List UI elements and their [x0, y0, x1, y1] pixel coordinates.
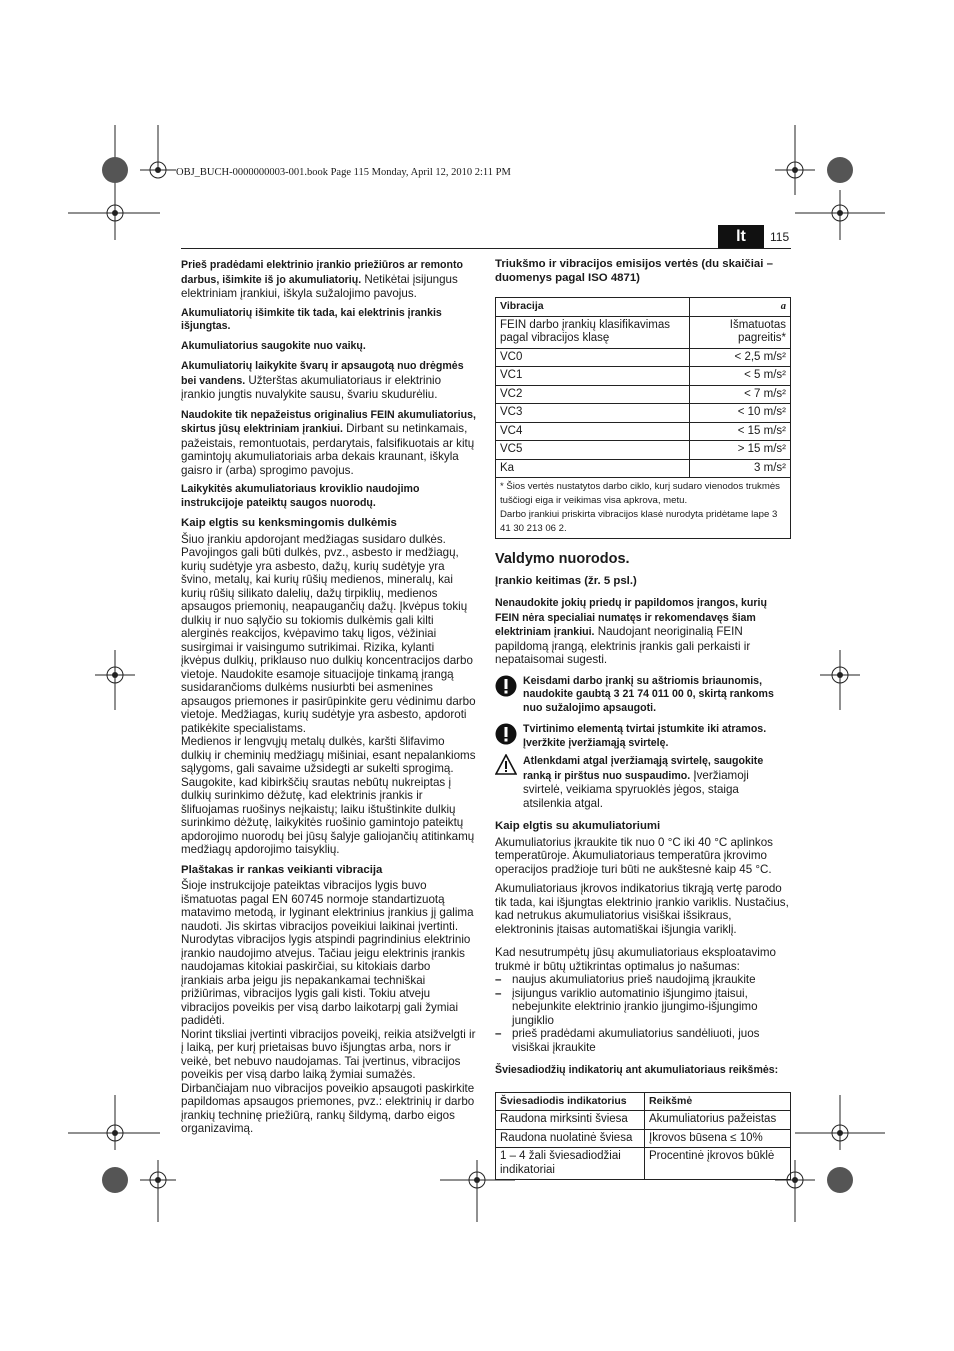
paragraph: Akumuliatorius saugokite nuo vaikų. [181, 339, 366, 352]
warning-block: Atlenkdami atgal įveržiamąją svirtelę, saugokite ranką ir pirštus nuo suspaudimo. Įveržiamoji svirtelė, veikiama spyruoklės jėgos, staiga atsilenkia atgal. [495, 754, 790, 810]
table-cell: VC3 [496, 404, 690, 423]
paragraph: Kad nesutrumpėtų jūsų akumuliatoriaus eksploatavimo trukmė ir būtų užtikrintas optimalus jo našumas: [495, 946, 776, 973]
vibration-table [495, 297, 791, 539]
table-row [496, 367, 791, 386]
section-heading: Kaip elgtis su akumuliatoriumi [495, 820, 661, 832]
table-cell: 3 m/s² [690, 459, 791, 478]
paragraph: Akumuliatorių išimkite tik tada, kai elektrinis įrankis išjungtas. [181, 306, 442, 332]
table-cell: Išmatuotas pagreitis* [690, 316, 791, 348]
warning-block: Tvirtinimo elementą tvirtai įstumkite iki atramos. Įveržkite įveržiamąją svirtelę. [495, 723, 790, 750]
table-cell: VC4 [496, 422, 690, 441]
right-column [495, 258, 790, 1180]
table-cell: < 7 m/s² [690, 385, 791, 404]
mandatory-icon [495, 723, 517, 745]
table-row [496, 1092, 791, 1111]
table-cell: Raudona nuolatinė šviesa [496, 1129, 645, 1148]
table-row [496, 1129, 791, 1148]
table-row [496, 348, 791, 367]
paragraph: Prieš pradėdami elektrinio įrankio priežiūros ar remonto darbus, išimkite iš jo akumuliatorių. Netikėtai įsijungus elektriniam įrankiui, iškyla sužalojimo pavojus. [181, 259, 463, 300]
paragraph: Šiuo įrankiu apdorojant medžiagas susidaro dulkės. Pavojingos gali būti dulkės, pvz., asbesto ir medžiagų, kurių sudėtyje yra asbesto, dažų, kurių sudėtyje yra švino, metalų, kai kurių rūšių medienos, mineralų, kai kurių rūšių silikato dalelių, dažų tirpiklių, medienos apsaugos priemonių, neapaugančių dažų. Įkvėpus tokių dulkių ir nuo sąlyčio su tokiomis dulkėmis gali kilti alerginės reakcijos, kvėpavimo takų ligos, vėžiniai susirgimai ir vaisingumo sutrikimai. Rizika, kylanti įkvėpus dulkių, priklauso nuo dulkių koncentracijos darbo vietoje. Naudokite esamoje situacijoje tinkamą įrangą susidarančioms dulkėms nusiurbti bei asmenines apsaugos priemones ir pasirūpinkite geru vėdinimu darbo vietoje. Medžiagas, kurių sudėtyje yra asbesto, apdoroti patikėkite specialistams. [181, 532, 476, 735]
table-cell: Ka [496, 459, 690, 478]
table-note: * Šios vertės nustatytos darbo ciklo, kurį sudaro vienodos trukmės tuščiogi eiga ir veikimas visa apkrova, metu. Darbo įrankiui priskirta vibracijos klasė nurodyta pridėtame lape 3 41 30 213 06 2. [496, 478, 791, 539]
warning-triangle-icon [495, 754, 517, 776]
table-cell: VC2 [496, 385, 690, 404]
table-row [496, 422, 791, 441]
table-row [496, 404, 791, 423]
paragraph: Akumuliatoriaus įkrovos indikatorius tikrąją vertę parodo tik tada, kai išjungtas elektrinio įrankio variklis. Nustačius, kad netrukus akumuliatorius visiškai išsikraus, elektroninis įtaisas automatiškai išjungia variklį. [495, 882, 789, 936]
table-row [496, 441, 791, 460]
table-row [496, 316, 791, 348]
section-heading: Įrankio keitimas (žr. 5 psl.) [495, 574, 637, 587]
table-cell: < 10 m/s² [690, 404, 791, 423]
warning-block: Keisdami darbo įrankį su aštriomis briaunomis, naudokite gaubtą 3 21 74 011 00 0, skirtą rankoms nuo sužalojimo apsaugoti. [495, 675, 790, 716]
table-cell: FEIN darbo įrankių klasifikavimas pagal vibracijos klasę [496, 316, 690, 348]
table-cell: 1 – 4 žali šviesadiodžiai indikatoriai [496, 1148, 645, 1180]
paragraph: Norint tiksliai įvertinti vibracijos poveikį, reikia atsižvelgti ir į laiką, per kurį prietaisas buvo išjungtas arba, nors ir veikė, bet nebuvo naudojamas. Tai įvertinus, vibracijos poveikis per visą darbo laiką žymiai sumažės. [181, 1027, 476, 1081]
table-row [496, 298, 791, 317]
paragraph: Akumuliatorius įkraukite tik nuo 0 °C iki 40 °C aplinkos temperatūroje. Akumuliatoriaus temperatūra įkrovimo operacijos pradžioje turi būti ne aukštesnė kaip 45 °C. [495, 835, 773, 876]
section-heading: Triukšmo ir vibracijos emisijos vertės (du skaičiai – duomenys pagal ISO 4871) [495, 258, 773, 284]
table-row [496, 1148, 791, 1180]
table-cell: Įkrovos būsena ≤ 10% [645, 1129, 791, 1148]
paragraph: Naudokite tik nepažeistus originalius FEIN akumuliatorius, skirtus jūsų elektriniam įrankiui. Dirbant su netinkamais, pažeistais, remontuotais, perdarytais, falsifikuotais ar kitų gamintojų akumuliatoriais arba dekais kraunant, iškyla gaisro ir (arba) sprogimo pavojus. [181, 408, 476, 477]
paragraph: Dirbančiajam nuo vibracijos poveikio apsaugoti paskirkite papildomas apsaugos priemones, pvz.: elektrinių ir darbo įrankių techninę priežiūrą, rankų šildymą, darbo eigos organizavimą. [181, 1081, 475, 1135]
paragraph: Šviesadiodžių indikatorių ant akumuliatoriaus reikšmės: [495, 1064, 779, 1076]
table-cell: VC0 [496, 348, 690, 367]
table-row [496, 385, 791, 404]
list-item: – naujus akumuliatorius prieš naudojimą įkraukite [495, 973, 790, 987]
table-row [496, 1111, 791, 1130]
table-cell: < 2,5 m/s² [690, 348, 791, 367]
section-heading: Plaštakas ir rankas veikianti vibracija [181, 863, 383, 876]
paragraph: Šioje instrukcijoje pateiktas vibracijos lygis buvo išmatuotas pagal EN 60745 normoje standartizuotą matavimo metodą, ir lyginant elektrinius įrankius jį galima naudoti. Jis skirtas vibracijos poveikiui laikinai įvertinti. Nurodytas vibracijos lygis atspindi pagrindinius elektrinio įrankio naudojimo atvejus. Tačiau jeigu elektrinis įrankis naudojamas kitokiai paskirčiai, su kitokiais darbo įrankiais arba jeigu jis nepakankamai techniškai prižiūrimas, vibracijos lygis gali kisti. Tokiu atveju vibracijos poveikis per visą darbo laikotarpį gali žymiai padidėti. [181, 879, 474, 1027]
list-item: – įsijungus varikliо automatinio išjungimo įtaisui, nebejunkite elektrinio įrankio įjungimo-išjungimo jungiklio [495, 987, 790, 1028]
section-heading: Valdymo nuorodos. [495, 551, 630, 567]
list-item: – prieš pradėdami akumuliatorius sandėliuoti, juos visiškai įkraukite [495, 1027, 790, 1054]
battery-tips-list [495, 973, 790, 1054]
table-cell: Akumuliatorius pažeistas [645, 1111, 791, 1130]
table-row [496, 459, 791, 478]
table-cell: Raudona mirksinti šviesa [496, 1111, 645, 1130]
section-heading: Kaip elgtis su kenksmingomis dulkėmis [181, 517, 397, 529]
table-cell: < 15 m/s² [690, 422, 791, 441]
table-header-cell: Vibracija [496, 298, 690, 317]
paragraph: Laikykitės akumuliatoriaus kroviklio naudojimo instrukcijoje pateiktų saugos nuorodų. [181, 483, 420, 509]
left-column [181, 258, 476, 1136]
paragraph: Nenaudokite jokių priedų ir papildomos įrangos, kurių FEIN nėra specialiai numatęs ir rekomendavęs šiam elektriniam įrankiui. Naudojant neoriginalią FEIN papildomą įrangą, elektrinis įrankis gali perkaisti ir nepataisomai sugesti. [495, 597, 767, 666]
paragraph: Akumuliatorių laikykite švarų ir apsaugotą nuo drėgmės bei vandens. Užterštas akumuliatoriaus ir elektrinio įrankio jungtis nuvalykite sausu, švariu skudurėliu. [181, 360, 464, 401]
table-cell: < 5 m/s² [690, 367, 791, 386]
table-cell: Procentinė įkrovos būklė [645, 1148, 791, 1180]
table-row [496, 478, 791, 539]
mandatory-icon [495, 675, 517, 697]
table-cell: > 15 m/s² [690, 441, 791, 460]
table-cell: VC1 [496, 367, 690, 386]
table-header-cell: Šviesadiodis indikatorius [496, 1092, 645, 1111]
page-number: 115 [770, 230, 790, 244]
table-header-cell: a [690, 298, 791, 317]
table-cell: VC5 [496, 441, 690, 460]
file-header: OBJ_BUCH-0000000003-001.book Page 115 Monday, April 12, 2010 2:11 PM [176, 167, 511, 178]
language-tab: lt [718, 225, 764, 249]
paragraph: Medienos ir lengvųjų metalų dulkės, karšti šlifavimo dulkių ir cheminių medžiagų mišiniai, esant nepalankioms sąlygoms, gali savaime užsidegti ar sukelti sprogimą. Saugokite, kad kibirkščių srautas nebūtų nukreiptas į dulkių surinkimo dėžutę, kad elektrinis įrankis ir šlifuojamas ruošinys neįkaistų; laiku ištuštinkite dulkių surinkimo dėžutę, laikykitės ruošinio gamintojo pateiktų apdorojimo nuorodų bei jūsų šalyje galiojančių atitinkamų medžiagų apdorojimo taisyklių. [181, 735, 476, 856]
table-header-cell: Reikšmė [645, 1092, 791, 1111]
header-rule [181, 248, 791, 249]
led-table [495, 1092, 791, 1181]
